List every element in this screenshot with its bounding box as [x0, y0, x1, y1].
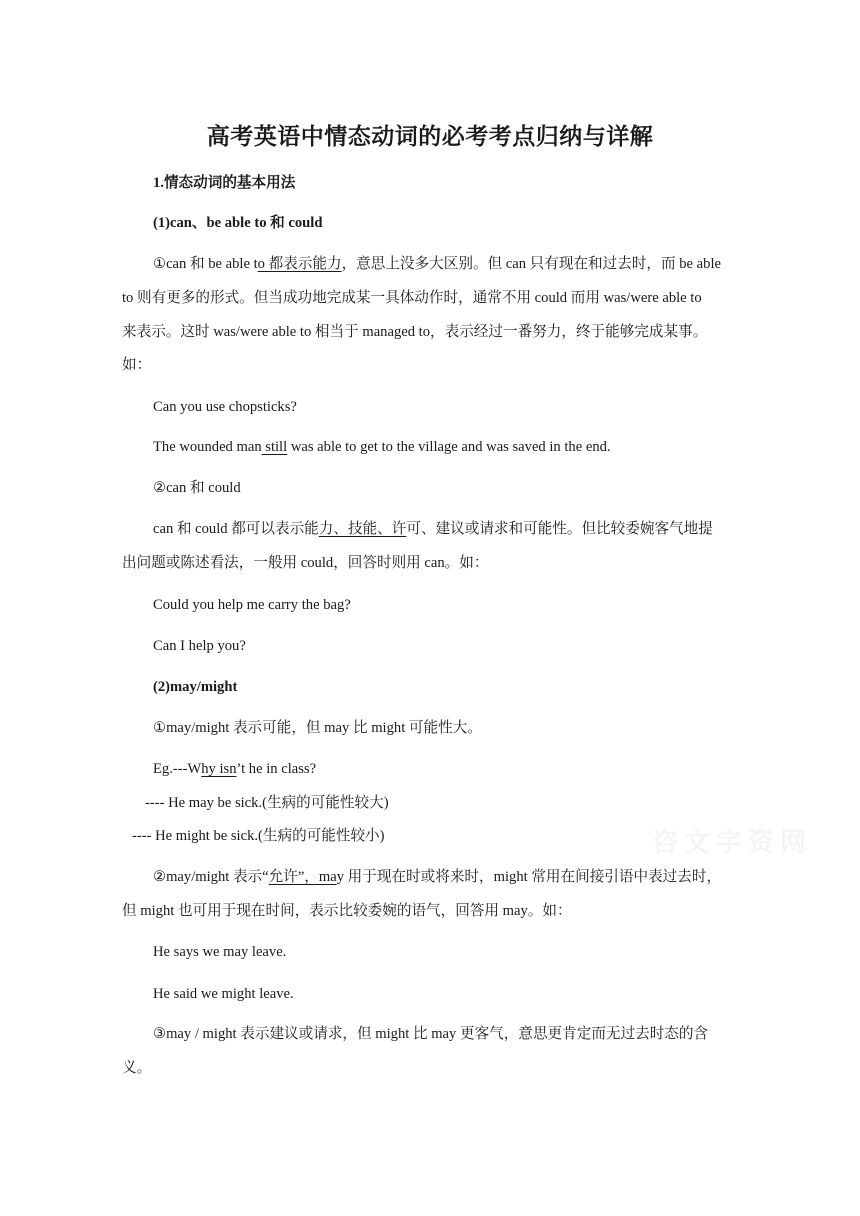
paragraph-could-line-2: 出问题或陈述看法，一般用 could，回答时则用 can。如： — [122, 555, 489, 571]
text-span: was able to get to the village and was saved in the end. — [287, 439, 611, 455]
paragraph-may-permission-line-1 — [153, 867, 721, 887]
example-sentence — [153, 759, 316, 779]
text-span: The wounded man — [153, 439, 262, 455]
subheading-can-could: ②can 和 could — [153, 480, 241, 496]
paragraph-could-line-1 — [153, 519, 713, 539]
text-span: ①can 和 be able t — [153, 256, 258, 272]
paragraph-can-line-3: 来表示。这时 was/were able to 相当于 managed to，表示经过一番努力，终于能够完成某事。 — [122, 324, 708, 340]
example-sentence: Can you use chopsticks? — [153, 399, 297, 415]
example-sentence — [153, 437, 611, 457]
text-span: ②may/might 表示“ — [153, 869, 269, 885]
underlined-span: still — [261, 439, 288, 455]
text-span: 可、建议或请求和可能性。但比较委婉客气地提 — [406, 521, 713, 537]
text-span: y 用于现在时或将来时，might 常用在间接引语中表过去时， — [336, 869, 722, 885]
heading-may-might: (2)may/might — [153, 679, 238, 695]
underlined-span: 允许”，ma — [268, 869, 337, 885]
text-span: ’t he in class? — [236, 761, 317, 777]
example-sentence: Can I help you? — [153, 638, 246, 654]
heading-can-be-able-to-could: (1)can、be able to 和 could — [153, 215, 323, 231]
paragraph-can-line-4: 如： — [122, 357, 152, 373]
paragraph-may-suggestion-line-1: ③may / might 表示建议或请求，但 might 比 may 更客气，意思更肯定而无过去时态的含 — [153, 1026, 709, 1042]
heading-basic-usage: 1.情态动词的基本用法 — [153, 175, 296, 191]
text-span: Eg.---W — [153, 761, 202, 777]
paragraph-may-permission-line-2: 但 might 也可用于现在时间，表示比较委婉的语气，回答用 may。如： — [122, 903, 572, 919]
underlined-span: hy isn — [201, 761, 237, 777]
paragraph-can-line-1 — [153, 254, 721, 274]
paragraph-may-might-possibility: ①may/might 表示可能，但 may 比 might 可能性大。 — [153, 720, 482, 736]
example-sentence: ---- He may be sick.(生病的可能性较大) — [145, 795, 389, 811]
underlined-span: o 都表示能力 — [257, 256, 342, 272]
paragraph-can-line-2: to 则有更多的形式。但当成功地完成某一具体动作时，通常不用 could 而用 was/were able to — [122, 290, 702, 306]
text-span: can 和 could 都可以表示能 — [153, 521, 319, 537]
example-sentence: He said we might leave. — [153, 986, 294, 1002]
paragraph-may-suggestion-line-2: 义。 — [122, 1060, 152, 1076]
underlined-span: 力、技能、许 — [318, 521, 407, 537]
document-title: 高考英语中情态动词的必考考点归纳与详解 — [206, 124, 654, 149]
example-sentence: Could you help me carry the bag? — [153, 597, 351, 613]
example-sentence: He says we may leave. — [153, 944, 287, 960]
watermark: 咨文字资网 — [652, 828, 813, 857]
text-span: ，意思上没多大区别。但 can 只有现在和过去时，而 be able — [341, 256, 721, 272]
example-sentence: ---- He might be sick.(生病的可能性较小) — [132, 828, 385, 844]
